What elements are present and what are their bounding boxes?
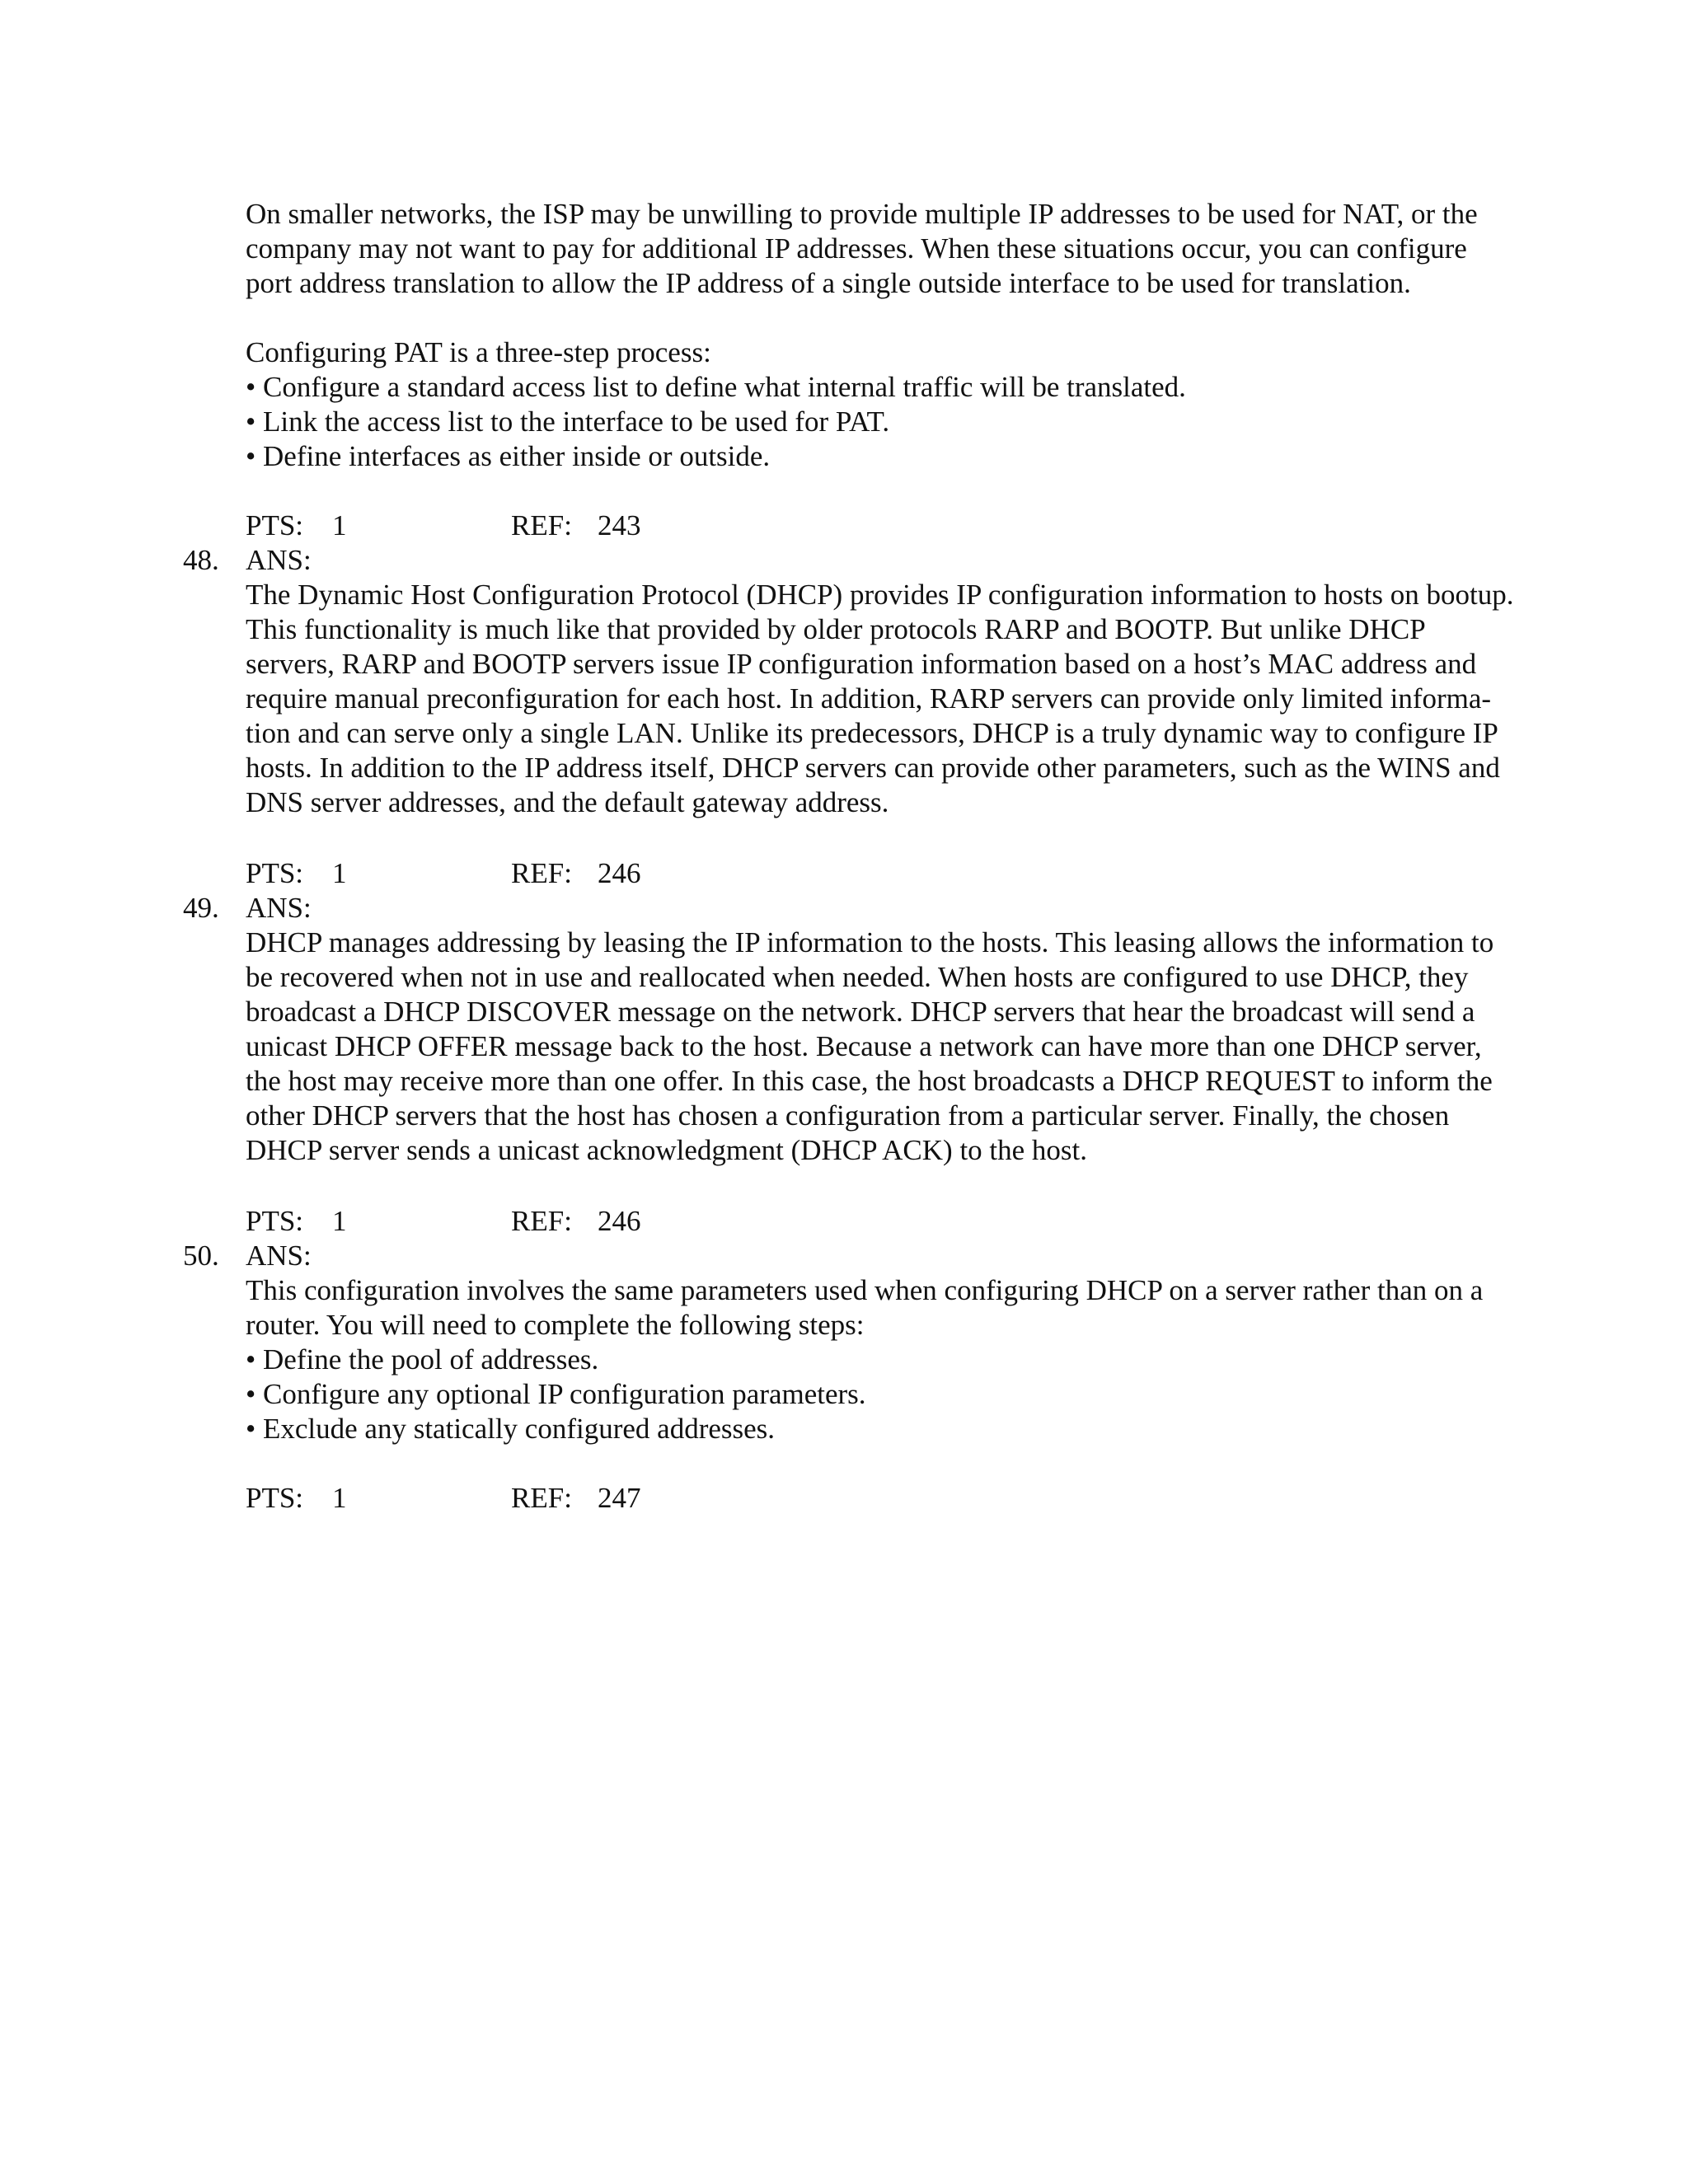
pts-label: PTS:: [246, 509, 304, 541]
text-line: This configuration involves the same parameters used when configuring DHCP on a server rather than on a: [246, 1274, 1484, 1306]
pts-label: PTS:: [246, 1205, 304, 1237]
ref-label: REF:: [511, 1482, 572, 1514]
answer-label: ANS:: [246, 1240, 312, 1272]
text-line: DHCP manages addressing by leasing the IP information to the hosts. This leasing allows the information to: [246, 926, 1494, 958]
list-item: • Configure any optional IP configuration parameters.: [246, 1378, 866, 1410]
pts-label: PTS:: [246, 1482, 304, 1514]
ref-label: REF:: [511, 509, 572, 541]
text-line: other DHCP servers that the host has chosen a configuration from a particular server. Finally, the chosen: [246, 1099, 1450, 1132]
text-line: unicast DHCP OFFER message back to the host. Because a network can have more than one DHCP server,: [246, 1030, 1482, 1062]
text-line: require manual preconfiguration for each host. In addition, RARP servers can provide only limited informa-: [246, 682, 1492, 715]
ref-value: 247: [598, 1482, 641, 1514]
pts-value: 1: [332, 1205, 347, 1237]
pts-value: 1: [332, 509, 347, 541]
list-item: • Define interfaces as either inside or outside.: [246, 440, 771, 472]
text-line: hosts. In addition to the IP address itself, DHCP servers can provide other parameters, such as the WINS and: [246, 752, 1500, 784]
text-line: company may not want to pay for additional IP addresses. When these situations occur, you can configure: [246, 232, 1467, 265]
list-item: • Configure a standard access list to define what internal traffic will be translated.: [246, 371, 1186, 403]
answer-49-pts-ref: [246, 1204, 1235, 1239]
ref-label: REF:: [511, 857, 572, 889]
answer-number-50: 50.: [183, 1240, 219, 1272]
answer-48-pts-ref: [246, 856, 1235, 891]
answer-48-text: [246, 578, 1614, 820]
answer-number-48: 48.: [183, 544, 219, 576]
text-line: be recovered when not in use and reallocated when needed. When hosts are configured to use DHCP, they: [246, 961, 1469, 993]
answer-50-text: [246, 1273, 1614, 1446]
text-line: servers, RARP and BOOTP servers issue IP configuration information based on a host’s MAC address and: [246, 648, 1477, 680]
text-line: port address translation to allow the IP address of a single outside interface to be used for translation.: [246, 267, 1411, 299]
intro-pts-ref: [246, 509, 1235, 543]
text-line: tion and can serve only a single LAN. Unlike its predecessors, DHCP is a truly dynamic way to configure IP: [246, 717, 1498, 749]
ref-value: 243: [598, 509, 641, 541]
pts-label: PTS:: [246, 857, 304, 889]
text-line: DHCP server sends a unicast acknowledgment (DHCP ACK) to the host.: [246, 1134, 1088, 1166]
text-line: DNS server addresses, and the default gateway address.: [246, 786, 889, 818]
intro-steps: [246, 335, 1614, 474]
text-line: This functionality is much like that provided by older protocols RARP and BOOTP. But unlike DHCP: [246, 613, 1426, 645]
list-item: • Exclude any statically configured addresses.: [246, 1413, 776, 1445]
answer-label: ANS:: [246, 892, 312, 924]
text-line: router. You will need to complete the following steps:: [246, 1309, 865, 1341]
text-line: On smaller networks, the ISP may be unwilling to provide multiple IP addresses to be used for NAT, or the: [246, 198, 1478, 230]
text-line: Configuring PAT is a three-step process:: [246, 336, 711, 368]
ref-value: 246: [598, 857, 641, 889]
answer-label: ANS:: [246, 544, 312, 576]
pts-value: 1: [332, 857, 347, 889]
list-item: • Link the access list to the interface to be used for PAT.: [246, 405, 890, 438]
text-line: The Dynamic Host Configuration Protocol (DHCP) provides IP configuration information to hosts on bootup.: [246, 579, 1514, 611]
pts-value: 1: [332, 1482, 347, 1514]
intro-paragraph: [246, 197, 1614, 301]
answer-49-text: [246, 926, 1614, 1168]
answer-number-49: 49.: [183, 892, 219, 924]
answer-50-pts-ref: [246, 1481, 1235, 1516]
ref-value: 246: [598, 1205, 641, 1237]
text-line: broadcast a DHCP DISCOVER message on the network. DHCP servers that hear the broadcast will send a: [246, 996, 1475, 1028]
text-line: the host may receive more than one offer. In this case, the host broadcasts a DHCP REQUEST to inform the: [246, 1065, 1493, 1097]
ref-label: REF:: [511, 1205, 572, 1237]
list-item: • Define the pool of addresses.: [246, 1343, 599, 1376]
